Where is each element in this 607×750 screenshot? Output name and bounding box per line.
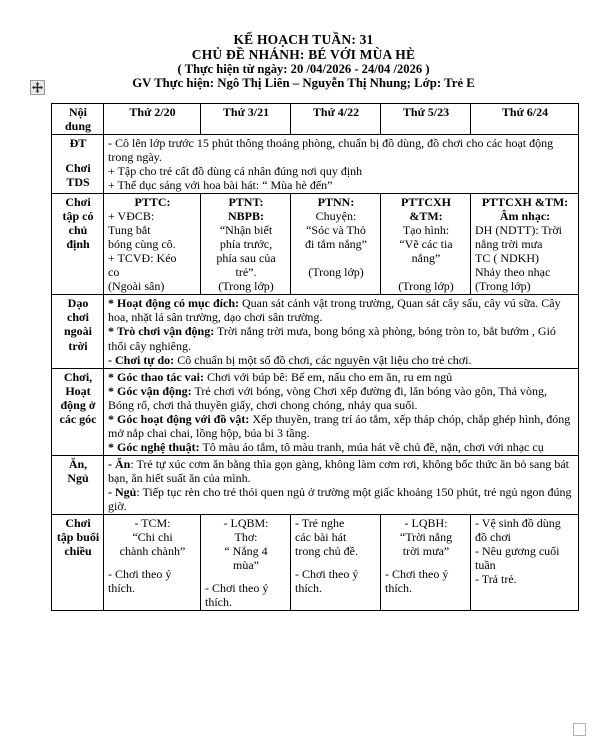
plan-paragraph: * Góc thao tác vai: Chơi với búp bê: Bế em, nấu cho em ăn, ru em ngủ — [108, 369, 453, 384]
evening-line: Thơ: — [234, 529, 258, 544]
evening-spacer — [108, 558, 197, 567]
activity-line: TC ( NDKH) — [475, 251, 539, 266]
dt-line-2: + Tập cho trẻ cất đồ dùng cá nhân đúng nơi quy định — [108, 164, 363, 179]
evening-line: trời mưa” — [402, 543, 450, 558]
table-row — [52, 295, 579, 368]
activity-cell-tue — [201, 194, 291, 295]
activity-line: DH (NDTT): Trời — [475, 223, 563, 238]
plan-paragraph: - Ngủ: Tiếp tục rèn cho trẻ thói quen ngủ ở trường một giấc khoảng 150 phút, trẻ ngủ ngon đúng giờ. — [108, 484, 572, 513]
evening-line: mùa” — [233, 557, 259, 572]
date-range: ( Thực hiện từ ngày: 20 /04/2026 - 24/04 /2026 ) — [177, 62, 430, 77]
evening-line: trong chủ đề. — [295, 543, 358, 558]
activity-title: PTNN: — [317, 195, 355, 210]
evening-line: - Chơi theo ý — [295, 566, 359, 581]
activity-title: PTNT: — [228, 195, 264, 210]
evening-line: - Trả trẻ. — [475, 572, 517, 586]
row-label-goc: Chơi, Hoạt động ở các góc — [52, 368, 104, 455]
activity-cell-mon — [104, 194, 201, 295]
row-label-choitap: Chơi tập có chủ định — [52, 194, 104, 295]
header-day-1: Thứ 2/20 — [104, 104, 201, 135]
activity-mon-body — [108, 195, 197, 293]
plan-paragraph: - Chơi tự do: Cô chuẩn bị một số đồ chơi, các nguyên vật liệu cho trẻ chơi. — [108, 352, 472, 367]
evening-line: - LQBM: — [223, 515, 269, 530]
activity-line: (Trong lớp) — [308, 265, 364, 280]
evening-cell-mon — [104, 514, 201, 610]
evening-line: thích. — [108, 581, 135, 595]
evening-line: - Chơi theo ý — [205, 581, 269, 595]
weekly-plan-table — [51, 103, 579, 611]
activity-subtitle: &TM: — [409, 209, 443, 224]
evening-line: “Chi chi — [132, 529, 173, 544]
activity-line: phía sau của — [216, 251, 276, 266]
activity-line — [295, 251, 377, 265]
evening-spacer — [295, 558, 377, 567]
evening-cell-wed — [291, 514, 381, 610]
evening-line: - Trẻ nghe — [295, 515, 345, 530]
evening-line: - Chơi theo ý — [385, 566, 449, 581]
activity-line: Tung bắt — [108, 223, 151, 238]
evening-line: “ Nắng 4 — [224, 543, 268, 558]
activity-thu-body — [385, 195, 467, 293]
plan-paragraph: * Góc vận động: Trẻ chơi với bóng, vòng Chơi xếp đường đi, lăn bóng vào gôn, Thả vòng, Bóng rổ, chơi thả thuyền giấy, chơi chong chóng, nhảy qua suối. — [108, 383, 548, 412]
activity-line: đi tắm nắng” — [305, 237, 367, 252]
activity-line: + VĐCB: — [108, 209, 155, 224]
move-arrows-icon — [31, 81, 44, 94]
table-row — [52, 455, 579, 514]
row-label-annu-line2: Ngủ — [67, 470, 89, 485]
activity-line: Chuyện: — [315, 209, 357, 224]
paragraph-label: - Chơi tự do: — [108, 352, 175, 367]
table-move-handle[interactable] — [30, 80, 45, 95]
activity-line: (Trong lớp) — [218, 279, 274, 294]
plan-paragraph: * Hoạt động có mục đích: Quan sát cảnh vật trong trường, Quan sát cây sấu, cây vú sữa. Cây hoa, nhặt lá sân trường, dạo chơi sân trường. — [108, 296, 561, 325]
row-label-dt — [52, 135, 104, 194]
evening-line: đồ chơi — [475, 529, 512, 544]
activity-line: Tạo hình: — [402, 223, 450, 238]
activity-line: trẻ”. — [235, 265, 257, 280]
activity-cell-wed — [291, 194, 381, 295]
evening-line: các bài hát — [295, 529, 347, 544]
evening-spacer — [205, 572, 287, 581]
header-day-3: Thứ 4/22 — [291, 104, 381, 135]
evening-line: thích. — [295, 581, 322, 595]
header-day-5: Thứ 6/24 — [471, 104, 579, 135]
dt-line-3: + Thể dục sáng với hoa bài hát: “ Mùa hè đến” — [108, 178, 333, 193]
row-label-dt-line3: TDS — [66, 175, 90, 190]
paragraph-label: - Ngủ — [108, 484, 137, 499]
evening-line: thích. — [205, 595, 232, 610]
activity-subtitle: Âm nhạc: — [499, 209, 551, 224]
activity-line: + TCVĐ: Kéo — [108, 251, 177, 266]
evening-line: - TCM: — [134, 515, 171, 530]
evening-cell-thu — [381, 514, 471, 610]
plan-paragraph: * Trò chơi vận động: Trời nắng trời mưa, bong bóng xà phòng, bóng tròn to, bắt bướm , Gió thổi cây nghiêng. — [108, 324, 556, 353]
document-heading — [0, 33, 607, 90]
evening-line: - Nêu gương cuối — [475, 543, 560, 558]
activity-tue-body — [205, 195, 287, 293]
activity-line: “Sóc và Thỏ — [306, 223, 366, 238]
table-row — [52, 194, 579, 295]
row-content-annu — [104, 455, 579, 514]
activity-cell-thu — [381, 194, 471, 295]
row-content-dt — [104, 135, 579, 194]
table-resize-handle[interactable] — [573, 723, 586, 736]
plan-paragraph: - Ăn: Trẻ tự xúc cơm ăn bằng thìa gọn gàng, không làm cơm rơi, không bốc thức ăn bỏ sang bát bạn, ăn hiết suất ăn của mình. — [108, 456, 569, 485]
row-content-daochoi — [104, 295, 579, 368]
dt-line-1: - Cô lên lớp trước 15 phút thông thoáng phòng, chuẩn bị đồ dùng, đồ chơi cho các hoạt động trong ngày. — [108, 136, 554, 165]
activity-line: (Trong lớp) — [398, 279, 454, 294]
activity-line: nắng” — [411, 251, 441, 266]
row-label-dt-line1: ĐT — [69, 136, 87, 151]
evening-line: - Chơi theo ý — [108, 566, 172, 581]
table-row — [52, 368, 579, 455]
activity-subtitle: NBPB: — [228, 209, 264, 224]
evening-cell-fri — [471, 514, 579, 610]
paragraph-label: - Ăn — [108, 456, 131, 471]
paragraph-label: * Góc vận động: — [108, 383, 192, 398]
evening-line: chành chành” — [119, 543, 186, 558]
evening-line: “Trời nắng — [399, 529, 453, 544]
evening-cell-tue — [201, 514, 291, 610]
theme-subtitle: CHỦ ĐỀ NHÁNH: BÉ VỚI MÙA HÈ — [191, 47, 416, 63]
paragraph-label: * Góc hoạt động với đồ vật: — [108, 411, 250, 426]
paragraph-label: * Góc thao tác vai: — [108, 369, 204, 384]
evening-line: tuần — [475, 557, 496, 572]
activity-line: (Trong lớp) — [475, 279, 531, 294]
activity-line: bóng cùng cô. — [108, 237, 176, 252]
activity-title: PTTCXH — [400, 195, 451, 210]
row-label-daochoi: Dạo chơi ngoài trời — [52, 295, 104, 368]
row-label-dt-line2: Chơi — [65, 161, 91, 176]
activity-wed-body — [295, 195, 377, 279]
activity-line: Nhảy theo nhạc — [475, 265, 551, 280]
teacher-and-class: GV Thực hiện: Ngô Thị Liên – Nguyễn Thị Nhung; Lớp: Trẻ E — [132, 76, 475, 91]
evening-line: - LQBH: — [404, 515, 448, 530]
header-content-col: Nội dung — [52, 104, 104, 135]
evening-line: - Vệ sinh đồ dùng — [475, 515, 561, 530]
activity-title: PTTCXH &TM: — [481, 195, 569, 210]
header-day-4: Thứ 5/23 — [381, 104, 471, 135]
table-row — [52, 514, 579, 610]
row-label-annu-line1: Ăn, — [68, 456, 88, 471]
row-content-goc — [104, 368, 579, 455]
paragraph-label: * Trò chơi vận động: — [108, 324, 215, 339]
activity-line: “Vẽ các tia — [399, 237, 453, 252]
plan-paragraph: * Góc nghệ thuật: Tô màu áo tắm, tô màu tranh, múa hát về chủ đề, nặn, chơi với nhạc cụ — [108, 439, 544, 454]
row-label-chieu: Chơi tập buổi chiều — [52, 514, 104, 610]
activity-line: co — [108, 265, 120, 280]
plan-paragraph: * Góc hoạt động với đồ vật: Xếp thuyền, trang trí áo tắm, xếp tháp chóp, chắp ghép hình, đóng mở nắp chai chai, lồng hộp, búa bi 3 tầng. — [108, 411, 571, 440]
activity-line: (Ngoài sân) — [108, 279, 165, 294]
table-row — [52, 135, 579, 194]
evening-spacer — [385, 558, 467, 567]
evening-line: thích. — [385, 581, 412, 595]
activity-title: PTTC: — [134, 195, 171, 210]
activity-line: nắng trời mưa — [475, 237, 543, 252]
activity-line: phía trước, — [219, 237, 273, 252]
header-day-2: Thứ 3/21 — [201, 104, 291, 135]
activity-cell-fri — [471, 194, 579, 295]
paragraph-label: * Góc nghệ thuật: — [108, 439, 200, 454]
activity-fri-body — [475, 195, 575, 293]
table-header-row — [52, 104, 579, 135]
activity-line: “Nhận biết — [219, 223, 273, 238]
activity-line — [385, 265, 467, 279]
plan-title: KẾ HOẠCH TUẦN: 31 — [233, 32, 374, 47]
row-label-annu — [52, 455, 104, 514]
paragraph-label: * Hoạt động có mục đích: — [108, 296, 240, 311]
